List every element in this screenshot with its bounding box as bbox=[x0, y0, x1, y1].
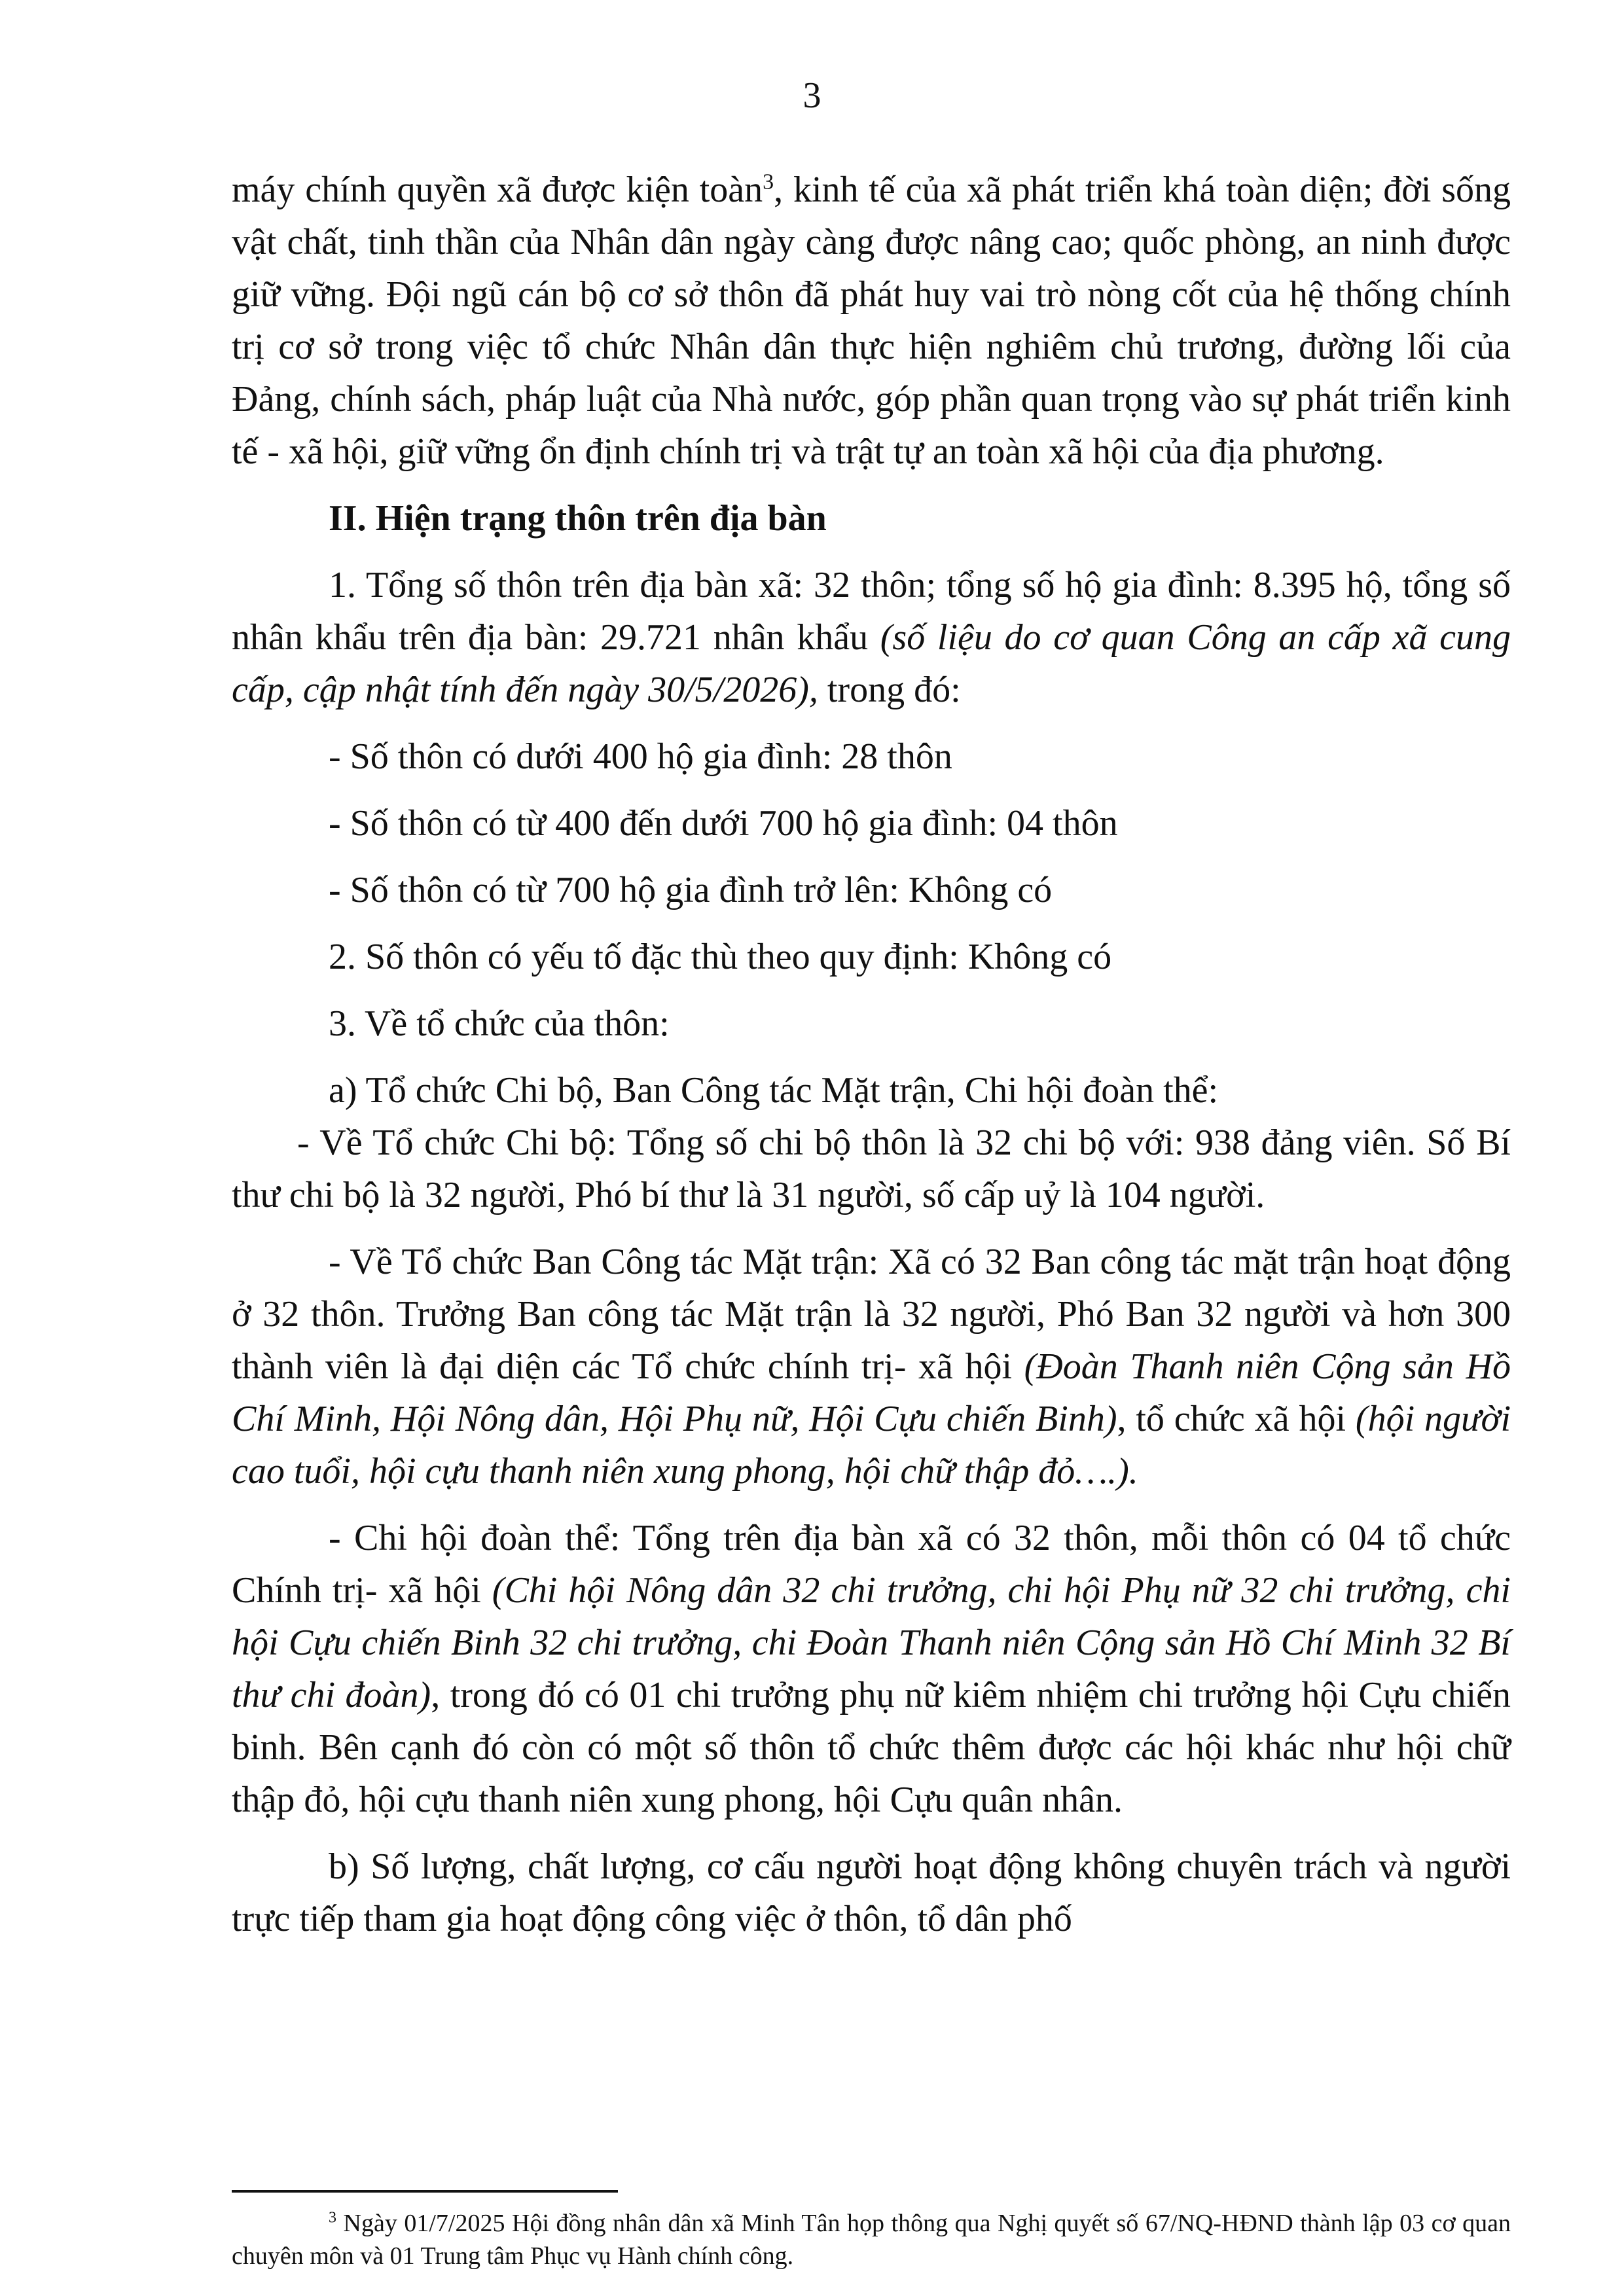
footnote-text: Ngày 01/7/2025 Hội đồng nhân dân xã Minh Tân họp thông qua Nghị quyết số 67/NQ-HĐND thành lập 03 cơ quan chuyên môn và 01 Trung tâm Phục vụ Hành chính công. bbox=[232, 2210, 1511, 2270]
paragraph-special-villages: 2. Số thôn có yếu tố đặc thù theo quy định: Không có bbox=[329, 937, 1112, 977]
paragraph-party-cell: - Về Tổ chức Chi bộ: Tổng số chi bộ thôn là 32 chi bộ với: 938 đảng viên. Số Bí thư chi bộ là 32 người, Phó bí thư là 31 người, số cấp uỷ là 104 người. bbox=[232, 1122, 1511, 1215]
bullet-under-400: - Số thôn có dưới 400 hộ gia đình: 28 thôn bbox=[329, 736, 952, 777]
document-body bbox=[232, 164, 1511, 1945]
paragraph-intro: máy chính quyền xã được kiện toàn$^3$, kinh tế của xã phát triển khá toàn diện; đời sống vật chất, tinh thần của Nhân dân ngày càng được nâng cao; quốc phòng, an ninh được giữ vững. Đội ngũ cán bộ cơ sở thôn đã phát huy vai trò nòng cốt của hệ thống chính trị cơ sở trong việc tổ chức Nhân dân thực hiện nghiêm chủ trương, đường lối của Đảng, chính sách, pháp luật của Nhà nước, góp phần quan trọng vào sự phát triển kinh tế - xã hội, giữ vững ổn định chính trị và trật tự an toàn xã hội của địa phương. bbox=[232, 170, 1511, 472]
paragraph-sub-b: b) Số lượng, chất lượng, cơ cấu người hoạt động không chuyên trách và người trực tiếp tham gia hoạt động công việc ở thôn, tổ dân phố bbox=[232, 1846, 1511, 1939]
paragraph-mass-organizations: - Chi hội đoàn thể: Tổng trên địa bàn xã có 32 thôn, mỗi thôn có 04 tổ chức Chính trị- xã hội (Chi hội Nông dân 32 chi trưởng, chi hội Phụ nữ 32 chi trưởng, chi hội Cựu chiến Binh 32 chi trưởng, chi Đoàn Thanh niên Cộng sản Hồ Chí Minh 32 Bí thư chi đoàn), trong đó có 01 chi trưởng phụ nữ kiêm nhiệm chi trưởng hội Cựu chiến binh. Bên cạnh đó còn có một số thôn tổ chức thêm được các hội khác như hội chữ thập đỏ, hội cựu thanh niên xung phong, hội Cựu quân nhân. bbox=[232, 1518, 1511, 1820]
footnote-separator bbox=[232, 2190, 618, 2193]
footnote-mark: 3 bbox=[329, 2209, 336, 2227]
paragraph-sub-a: a) Tổ chức Chi bộ, Ban Công tác Mặt trận, Chi hội đoàn thể: bbox=[329, 1070, 1219, 1111]
footnote-ref[interactable]: 3 bbox=[763, 170, 774, 194]
section-heading: II. Hiện trạng thôn trên địa bàn bbox=[329, 498, 827, 539]
paragraph-village-count: 1. Tổng số thôn trên địa bàn xã: 32 thôn; tổng số hộ gia đình: 8.395 hộ, tổng số nhân khẩu trên địa bàn: 29.721 nhân khẩu (số liệu do cơ quan Công an cấp xã cung cấp, cập nhật tính đến ngày 30/5/2026), trong đó: bbox=[232, 565, 1511, 710]
footnote bbox=[232, 2207, 1511, 2272]
bullet-over-700: - Số thôn có từ 700 hộ gia đình trở lên: Không có bbox=[329, 870, 1053, 910]
page-number: 3 bbox=[803, 75, 821, 116]
bullet-400-700: - Số thôn có từ 400 đến dưới 700 hộ gia đình: 04 thôn bbox=[329, 803, 1118, 844]
paragraph-front-committee: - Về Tổ chức Ban Công tác Mặt trận: Xã có 32 Ban công tác mặt trận hoạt động ở 32 thôn. Trưởng Ban công tác Mặt trận là 32 người, Phó Ban 32 người và hơn 300 thành viên là đại diện các Tổ chức chính trị- xã hội (Đoàn Thanh niên Cộng sản Hồ Chí Minh, Hội Nông dân, Hội Phụ nữ, Hội Cựu chiến Binh), tổ chức xã hội (hội người cao tuổi, hội cựu thanh niên xung phong, hội chữ thập đỏ….). bbox=[232, 1242, 1511, 1492]
paragraph-organization: 3. Về tổ chức của thôn: bbox=[329, 1003, 670, 1044]
